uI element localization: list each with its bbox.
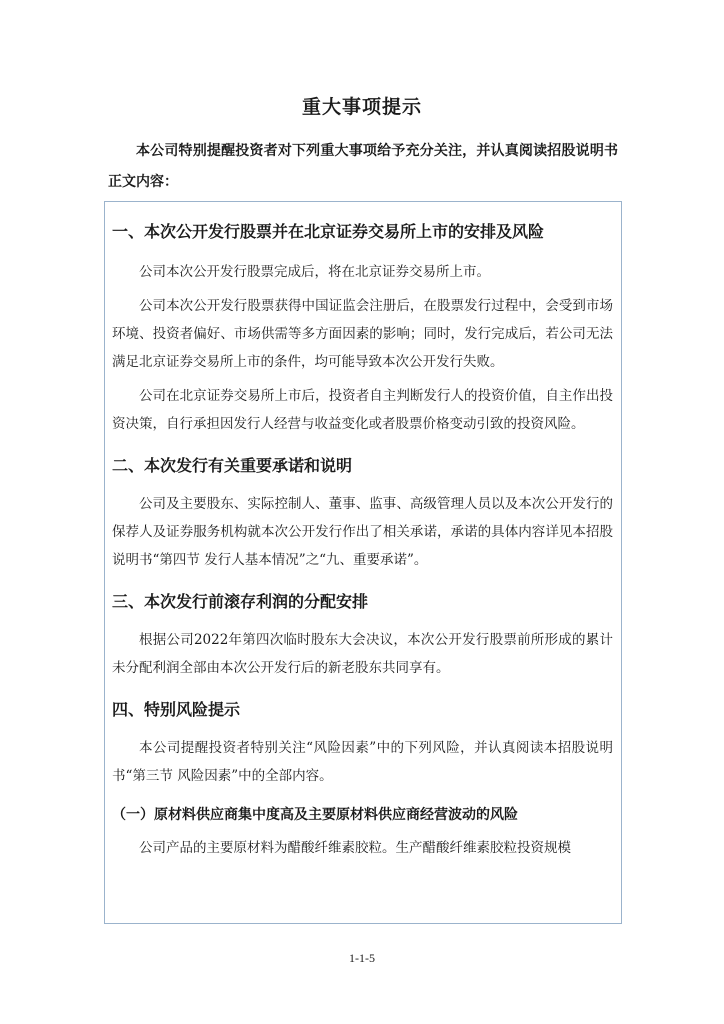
paragraph-raw-materials: 公司产品的主要原材料为醋酸纤维素胶粒。生产醋酸纤维素胶粒投资规模: [139, 840, 571, 856]
paragraph-retained-profits: 根据公司2022年第四次临时股东大会决议，本次公开发行股票前所形成的累计未分配利润全部由本次公开发行后的新老股东共同享有。: [112, 632, 613, 676]
page-number: 1-1-5: [349, 951, 375, 965]
page-title: 重大事项提示: [301, 96, 422, 118]
intro-paragraph: 本公司特别提醒投资者对下列重大事项给予充分关注，并认真阅读招股说明书正文内容：: [108, 143, 618, 190]
section-heading-commitments: 二、本次发行有关重要承诺和说明: [112, 456, 353, 475]
paragraph-listing-plan: 公司本次公开发行股票完成后，将在北京证券交易所上市。: [139, 264, 490, 280]
section-heading-retained-profits: 三、本次发行前滚存利润的分配安排: [112, 592, 369, 611]
paragraph-investment-risk: 公司在北京证券交易所上市后，投资者自主判断发行人的投资价值，自主作出投资决策，自行承担因发行人经营与收益变化或者股票价格变动引致的投资风险。: [112, 388, 613, 432]
paragraph-issuance-failure-risk: 公司本次公开发行股票获得中国证监会注册后，在股票发行过程中，会受到市场环境、投资者偏好、市场供需等多方面因素的影响；同时，发行完成后，若公司无法满足北京证券交易所上市的条件，均可能导致本次公开发行失败。: [112, 298, 613, 370]
section-heading-special-risks: 四、特别风险提示: [112, 700, 241, 719]
section-heading-listing-risk: 一、本次公开发行股票并在北京证券交易所上市的安排及风险: [112, 222, 545, 241]
subheading-supplier-concentration-risk: （一）原材料供应商集中度高及主要原材料供应商经营波动的风险: [112, 807, 518, 823]
box-content: [105, 202, 621, 862]
major-matters-box: [104, 201, 622, 924]
paragraph-commitments: 公司及主要股东、实际控制人、董事、监事、高级管理人员以及本次公开发行的保荐人及证券服务机构就本次公开发行作出了相关承诺，承诺的具体内容详见本招股说明书“第四节 发行人基本情况”之“九、重要承诺”。: [112, 496, 613, 568]
paragraph-special-risks: 本公司提醒投资者特别关注“风险因素”中的下列风险，并认真阅读本招股说明书“第三节 风险因素”中的全部内容。: [112, 740, 613, 784]
